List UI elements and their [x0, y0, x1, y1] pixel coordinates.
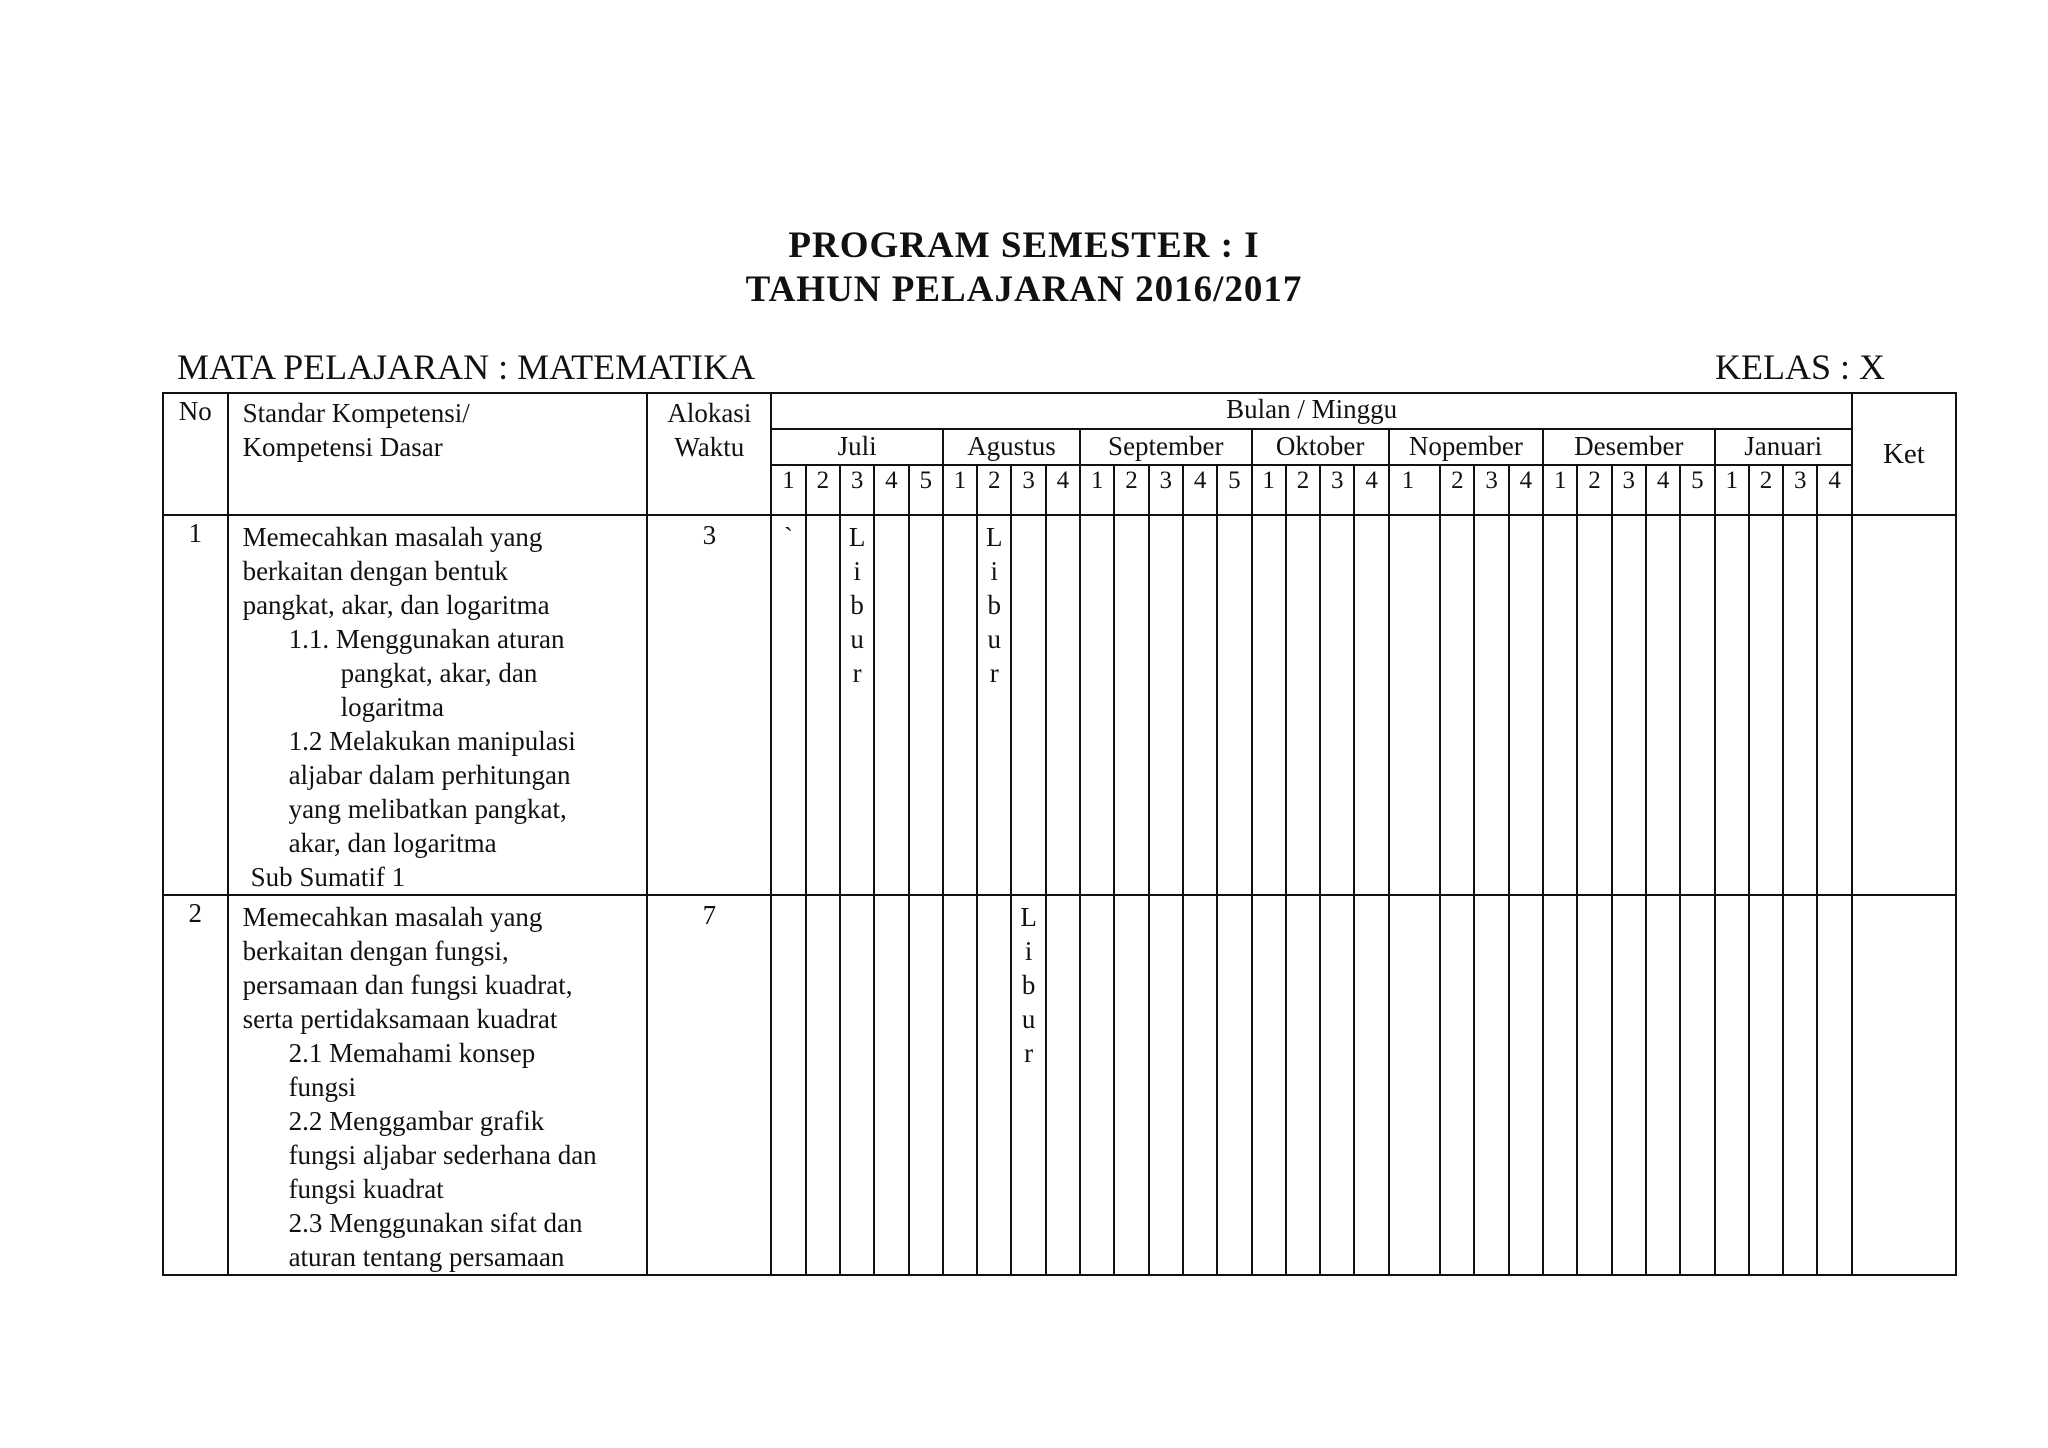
holiday-letter: r: [989, 658, 999, 688]
holiday-letter: u: [1021, 1004, 1036, 1034]
week-cell: [909, 515, 943, 895]
competency-line: 2.3 Menggunakan sifat dan: [288, 1208, 583, 1238]
week-cell: [1354, 895, 1388, 1275]
week-number: 4: [874, 465, 908, 515]
holiday-letter: L: [986, 522, 1003, 552]
week-number: 5: [1680, 465, 1714, 515]
week-number: 2: [1114, 465, 1148, 515]
header-month-week: Bulan / Minggu: [771, 393, 1851, 429]
table-row: [163, 895, 1956, 1275]
week-number: 2: [977, 465, 1011, 515]
time-allocation: 7: [647, 895, 771, 1275]
week-cell: [943, 895, 977, 1275]
holiday-letter: u: [850, 624, 864, 654]
document-title: PROGRAM SEMESTER : I: [788, 225, 1260, 266]
holiday-letter: r: [852, 658, 862, 688]
week-number: 1: [1080, 465, 1114, 515]
week-cell: [1509, 515, 1543, 895]
week-cell: [1080, 895, 1114, 1275]
competency-line: akar, dan logaritma: [288, 828, 497, 858]
week-number: 3: [1320, 465, 1354, 515]
holiday-letter: u: [987, 624, 1002, 654]
week-cell: [1817, 515, 1851, 895]
week-cell: [1320, 895, 1354, 1275]
notes-cell: [1852, 895, 1956, 1275]
month-desember: Desember: [1543, 429, 1714, 465]
holiday-mark: [840, 515, 874, 895]
week-cell: [977, 895, 1011, 1275]
week-cell: [1183, 895, 1217, 1275]
row-number: 1: [163, 515, 228, 895]
header-allocation: [647, 393, 771, 515]
week-cell: [1149, 895, 1183, 1275]
competency-line: 2.2 Menggambar grafik: [288, 1106, 545, 1136]
week-number: 4: [1046, 465, 1080, 515]
week-cell: [1354, 515, 1388, 895]
week-cell: [1286, 515, 1320, 895]
week-number: 4: [1646, 465, 1680, 515]
week-number: 3: [1474, 465, 1508, 515]
week-cell: [1389, 515, 1440, 895]
week-cell: [1577, 895, 1611, 1275]
holiday-letter: r: [1024, 1038, 1034, 1068]
holiday-letter: i: [853, 556, 861, 586]
week-cell: [1646, 515, 1680, 895]
week-cell: [1646, 895, 1680, 1275]
week-cell: [1440, 895, 1474, 1275]
week-number: 2: [1286, 465, 1320, 515]
competency-line: berkaitan dengan fungsi,: [242, 936, 509, 966]
week-cell: [1252, 895, 1286, 1275]
competency-line: Sub Sumatif 1: [250, 862, 406, 892]
week-number: 1: [1252, 465, 1286, 515]
week-cell: [1114, 895, 1148, 1275]
week-cell: [1749, 515, 1783, 895]
week-number: 2: [1440, 465, 1474, 515]
week-cell: [1509, 895, 1543, 1275]
month-nopember: Nopember: [1389, 429, 1543, 465]
competency-line: pangkat, akar, dan: [340, 658, 538, 688]
competency-line: 1.2 Melakukan manipulasi: [288, 726, 576, 756]
header-competency-line2: Kompetensi Dasar: [242, 432, 443, 462]
week-number: 1: [1715, 465, 1749, 515]
month-september: September: [1080, 429, 1251, 465]
semester-program-table: [162, 392, 1957, 1276]
week-cell: [771, 895, 805, 1275]
holiday-letter: b: [850, 590, 864, 620]
row-number: 2: [163, 895, 228, 1275]
week-number: 3: [1612, 465, 1646, 515]
header-no: No: [163, 393, 228, 515]
competency-line: aturan tentang persamaan: [288, 1242, 565, 1272]
week-cell: [874, 515, 908, 895]
week-cell: [1612, 515, 1646, 895]
week-cell: [1543, 515, 1577, 895]
competency-line: persamaan dan fungsi kuadrat,: [242, 970, 573, 1000]
competency-line: yang melibatkan pangkat,: [288, 794, 567, 824]
week-cell: [840, 895, 874, 1275]
competency-line: fungsi aljabar sederhana dan: [288, 1140, 597, 1170]
week-number: 4: [1183, 465, 1217, 515]
competency-line: berkaitan dengan bentuk: [242, 556, 508, 586]
week-cell: [1149, 515, 1183, 895]
competency-line: 2.1 Memahami konsep: [288, 1038, 536, 1068]
week-number: 1: [943, 465, 977, 515]
holiday-mark: [977, 515, 1011, 895]
week-cell: [1680, 895, 1714, 1275]
holiday-letter: i: [990, 556, 999, 586]
holiday-letter: L: [1020, 902, 1037, 932]
week-cell: [1217, 895, 1251, 1275]
week-cell: [806, 895, 840, 1275]
week-cell: [1011, 515, 1045, 895]
notes-cell: [1852, 515, 1956, 895]
week-number: 5: [1217, 465, 1251, 515]
holiday-letter: b: [987, 590, 1002, 620]
week-number: 4: [1817, 465, 1851, 515]
week-cell: [1474, 895, 1508, 1275]
holiday-letter: b: [1021, 970, 1036, 1000]
week-cell: [1543, 895, 1577, 1275]
week-cell: [1080, 515, 1114, 895]
week-number: 1: [1543, 465, 1577, 515]
week-number: 4: [1354, 465, 1388, 515]
week-cell: [1680, 515, 1714, 895]
document-subtitle: TAHUN PELAJARAN 2016/2017: [745, 269, 1303, 310]
header-allocation-line1: Alokasi: [667, 398, 752, 428]
week-cell: [1577, 515, 1611, 895]
week-cell: [1612, 895, 1646, 1275]
competency-description: [228, 895, 648, 1275]
competency-line: Memecahkan masalah yang: [242, 902, 543, 932]
holiday-mark: [1011, 895, 1045, 1275]
week-number: 3: [1783, 465, 1817, 515]
competency-line: fungsi kuadrat: [288, 1174, 444, 1204]
week-number: 5: [909, 465, 943, 515]
week-number: 4: [1509, 465, 1543, 515]
week-number: 2: [1749, 465, 1783, 515]
week-cell: [1320, 515, 1354, 895]
week-number: 3: [840, 465, 874, 515]
week-cell: [1114, 515, 1148, 895]
header-competency: [228, 393, 648, 515]
week-cell: [1715, 515, 1749, 895]
week-cell: [874, 895, 908, 1275]
competency-line: serta pertidaksamaan kuadrat: [242, 1004, 558, 1034]
week-number: 3: [1149, 465, 1183, 515]
header-allocation-line2: Waktu: [674, 432, 745, 462]
holiday-letter: L: [848, 522, 866, 552]
week-number: 2: [1577, 465, 1611, 515]
time-allocation: 3: [647, 515, 771, 895]
week-cell: [1286, 895, 1320, 1275]
week-cell: [943, 515, 977, 895]
week-cell: [1252, 515, 1286, 895]
competency-line: aljabar dalam perhitungan: [288, 760, 571, 790]
week-cell: [1183, 515, 1217, 895]
header-notes: Ket: [1852, 393, 1956, 515]
competency-line: 1.1. Menggunakan aturan: [288, 624, 565, 654]
table-row: [163, 515, 1956, 895]
month-januari: Januari: [1715, 429, 1852, 465]
month-oktober: Oktober: [1252, 429, 1389, 465]
week-cell: [806, 515, 840, 895]
week-number: 1: [771, 465, 805, 515]
week-cell: [1783, 515, 1817, 895]
competency-line: pangkat, akar, dan logaritma: [242, 590, 550, 620]
week-cell: [1783, 895, 1817, 1275]
week-cell: [1817, 895, 1851, 1275]
week-cell: [1217, 515, 1251, 895]
competency-description: [228, 515, 648, 895]
week-cell: [1440, 515, 1474, 895]
competency-line: logaritma: [340, 692, 445, 722]
week-cell: [909, 895, 943, 1275]
week-cell: [1046, 895, 1080, 1275]
competency-line: fungsi: [288, 1072, 357, 1102]
week-cell: [1474, 515, 1508, 895]
week-cell: [1389, 895, 1440, 1275]
week-cell: [1046, 515, 1080, 895]
month-juli: Juli: [771, 429, 942, 465]
week-cell-tick: `: [771, 515, 805, 895]
week-cell: [1749, 895, 1783, 1275]
week-number: 2: [806, 465, 840, 515]
week-cell: [1715, 895, 1749, 1275]
month-agustus: Agustus: [943, 429, 1080, 465]
week-number: 3: [1011, 465, 1045, 515]
header-competency-line1: Standar Kompetensi/: [242, 398, 470, 428]
competency-line: Memecahkan masalah yang: [242, 522, 543, 552]
class-label: KELAS : X: [1715, 347, 1885, 387]
week-number: 1: [1389, 465, 1440, 515]
holiday-letter: i: [1024, 936, 1033, 966]
subject-label: MATA PELAJARAN : MATEMATIKA: [177, 347, 756, 387]
